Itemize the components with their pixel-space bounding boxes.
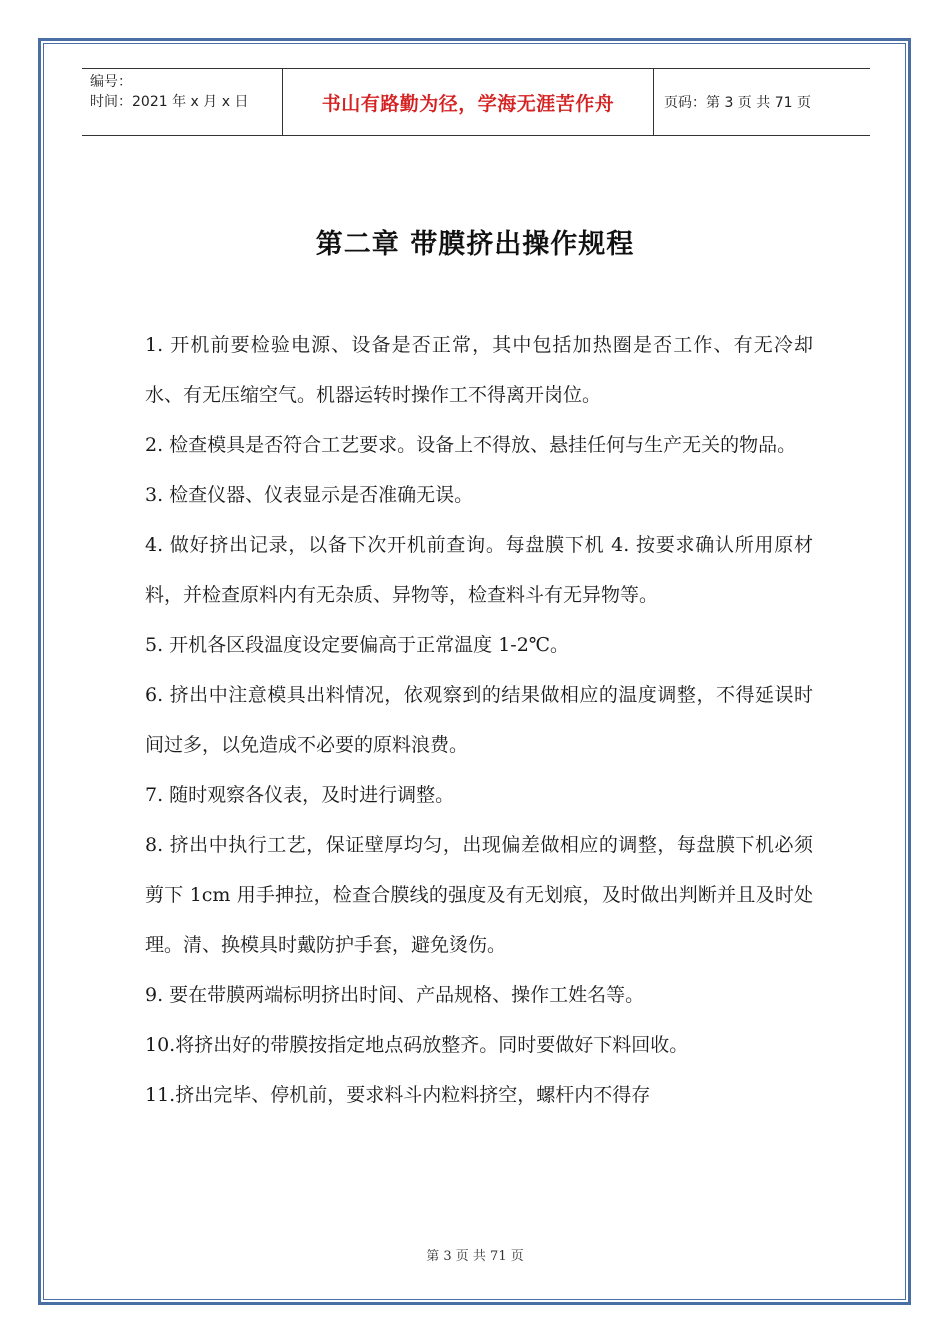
page-footer: 第 3 页 共 71 页 <box>426 1249 524 1264</box>
paragraph: 3. 检查仪器、仪表显示是否准确无误。 <box>145 484 474 506</box>
date-label: 时间：2021 年 x 月 x 日 <box>90 94 249 110</box>
chapter-title: 第二章 带膜挤出操作规程 <box>315 229 635 260</box>
paragraph: 7. 随时观察各仪表，及时进行调整。 <box>145 784 455 806</box>
header-page-info: 页码：第 3 页 共 71 页 <box>664 95 811 111</box>
serial-number-label: 编号： <box>90 74 132 90</box>
header-motto: 书山有路勤为径，学海无涯苦作舟 <box>282 69 654 135</box>
paragraph: 4. 做好挤出记录，以备下次开机前查询。每盘膜下机 4. 按要求确认所用原材料，并检查原料内有无杂质、异物等，检查料斗有无异物等。 <box>145 534 813 606</box>
page-header <box>82 68 870 136</box>
header-meta <box>82 69 282 135</box>
paragraph: 5. 开机各区段温度设定要偏高于正常温度 1-2℃。 <box>145 634 570 656</box>
paragraph: 11.挤出完毕、停机前，要求料斗内粒料挤空，螺杆内不得存 <box>145 1084 651 1106</box>
paragraph: 9. 要在带膜两端标明挤出时间、产品规格、操作工姓名等。 <box>145 984 645 1006</box>
document-body <box>145 320 813 1120</box>
paragraph: 2. 检查模具是否符合工艺要求。设备上不得放、悬挂任何与生产无关的物品。 <box>145 434 797 456</box>
paragraph: 1. 开机前要检验电源、设备是否正常，其中包括加热圈是否工作、有无冷却水、有无压缩空气。机器运转时操作工不得离开岗位。 <box>145 334 813 406</box>
paragraph: 6. 挤出中注意模具出料情况，依观察到的结果做相应的温度调整，不得延误时间过多，以免造成不必要的原料浪费。 <box>145 684 813 756</box>
paragraph: 10.将挤出好的带膜按指定地点码放整齐。同时要做好下料回收。 <box>145 1034 689 1056</box>
paragraph: 8. 挤出中执行工艺，保证壁厚均匀，出现偏差做相应的调整，每盘膜下机必须剪下 1cm 用手抻拉，检查合膜线的强度及有无划痕，及时做出判断并且及时处理。清、换模具时戴防护手套，避免烫伤。 <box>145 834 813 956</box>
